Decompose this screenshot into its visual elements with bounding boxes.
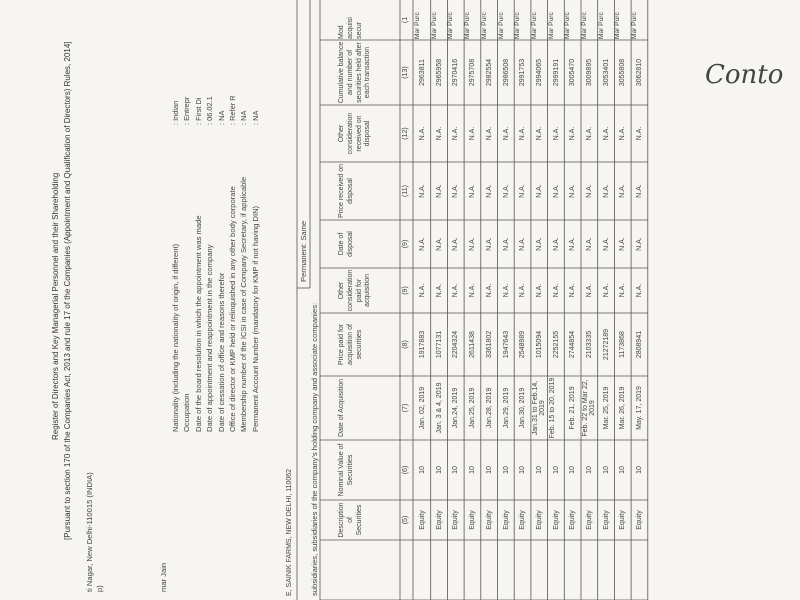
table-cell-other: N.A. xyxy=(469,283,477,298)
permanent-label: Permanent: Same xyxy=(299,220,308,282)
table-cell-price: 1077131 xyxy=(435,330,443,359)
table-cell-recv: N.A. xyxy=(435,184,443,198)
table-cell-price: 2103335 xyxy=(586,330,593,359)
table-cell-mode: Mar Purc xyxy=(514,12,522,39)
table-cell-disp: N.A. xyxy=(419,237,426,251)
table-cell-date: Mar. 26, 2019 xyxy=(619,386,627,430)
table-cell-mode: Mar Purc xyxy=(631,12,639,39)
table-cell-price: 21272189 xyxy=(602,328,610,361)
column-header: Nominal Value of Securities xyxy=(338,443,354,497)
table-cell-date: Jan.25, 2019 xyxy=(469,387,477,429)
paren-fragment: p) xyxy=(95,585,104,592)
table-cell-mode: Mar Purc xyxy=(614,12,622,39)
table-cell-date: Feb. 22 to Mar 22, 2019 xyxy=(582,379,597,437)
table-cell-date: Jan. 3 & 4, 2019 xyxy=(435,382,443,434)
table-cell-cum: 3055808 xyxy=(619,58,627,87)
detail-label: Permanent Account Number (mandatory for KMP if not having DIN) xyxy=(250,205,260,432)
detail-value: : NA xyxy=(216,110,226,125)
table-cell-price: 2611438 xyxy=(469,331,477,358)
column-number: (8) xyxy=(402,340,409,349)
table-cell-other: N.A. xyxy=(535,283,543,298)
table-cell-desc: Equity xyxy=(552,510,560,530)
table-cell-recv: N.A. xyxy=(519,184,527,198)
table-cell-price: 2252155 xyxy=(552,330,560,359)
table-cell-cum: 2999191 xyxy=(552,58,560,87)
table-cell-cum: 2991753 xyxy=(519,58,527,87)
column-number: (1 xyxy=(402,16,409,24)
table-cell-desc: Equity xyxy=(485,510,493,530)
detail-value: : Indian xyxy=(171,100,180,125)
table-cell-nominal: 10 xyxy=(552,466,560,474)
table-cell-date: Mar. 25, 2019 xyxy=(602,386,610,430)
column-number: (12) xyxy=(402,127,409,140)
table-cell-mode: Mar Purc xyxy=(547,12,555,39)
table-cell-date: Jan.31 to Feb.14, 2019 xyxy=(531,380,547,436)
detail-value: : NA xyxy=(250,110,260,125)
table-cell-nominal: 10 xyxy=(619,466,627,474)
detail-value: : 06.02.1 xyxy=(205,96,215,125)
column-number: (13) xyxy=(402,66,409,79)
table-cell-other: N.A. xyxy=(602,283,610,298)
column-number: (9) xyxy=(402,239,409,249)
table-cell-price: 1015094 xyxy=(535,330,543,359)
table-cell-disp: N.A. xyxy=(452,237,460,251)
table-cell-cum: 2963811 xyxy=(419,59,426,86)
table-cell-other2: N.A. xyxy=(535,126,543,141)
column-header: Price received on disposal xyxy=(338,163,354,219)
table-cell-other: N.A. xyxy=(519,283,527,298)
table-cell-date: Jan.30, 2019 xyxy=(519,387,527,429)
table-cell-disp: N.A. xyxy=(586,237,593,251)
detail-label: Office of director or KMP held or relinquished in any other body corporate xyxy=(228,186,237,432)
table-cell-date: Jan.28, 2019 xyxy=(485,387,493,429)
table-cell-cum: 2982554 xyxy=(485,58,493,87)
table-cell-other: N.A. xyxy=(552,283,560,298)
table-cell-price: 2204324 xyxy=(452,330,460,359)
table-cell-desc: Equity xyxy=(636,510,644,530)
table-cell-recv: N.A. xyxy=(619,184,627,198)
table-cell-price: 1173868 xyxy=(619,331,627,358)
table-cell-disp: N.A. xyxy=(535,237,543,251)
table-cell-other2: N.A. xyxy=(619,126,627,141)
table-cell-desc: Equity xyxy=(519,510,527,530)
table-cell-disp: N.A. xyxy=(552,237,560,251)
table-cell-other: N.A. xyxy=(485,283,493,298)
column-header: Other consideration paid for acquisition xyxy=(338,269,372,312)
table-cell-mode: Mar Purc xyxy=(581,12,588,39)
detail-value: : Entrepr xyxy=(182,96,192,125)
table-cell-nominal: 10 xyxy=(535,466,543,474)
table-cell-other: N.A. xyxy=(435,283,443,298)
register-title: Register of Directors and Key Managerial Personnel and their Shareholding xyxy=(51,172,60,440)
table-cell-nominal: 10 xyxy=(602,466,610,474)
table-cell-other2: N.A. xyxy=(452,126,460,141)
table-cell-disp: N.A. xyxy=(602,237,610,251)
column-header: Mod acquisi secur xyxy=(338,17,363,39)
column-number: (6) xyxy=(402,465,409,475)
table-cell-nominal: 10 xyxy=(452,466,460,474)
table-cell-mode: Mar Purc xyxy=(530,12,538,39)
column-header: Other consideration received on disposal xyxy=(338,112,372,155)
table-cell-disp: N.A. xyxy=(469,237,477,251)
table-cell-date: Jan. 02, 2019 xyxy=(419,386,426,430)
table-cell-other2: N.A. xyxy=(419,126,426,141)
table-cell-other2: N.A. xyxy=(485,126,493,141)
table-cell-other: N.A. xyxy=(419,283,426,298)
table-cell-other: N.A. xyxy=(586,283,593,298)
table-cell-cum: 2975708 xyxy=(469,58,477,87)
table-cell-disp: N.A. xyxy=(485,237,493,251)
table-cell-disp: N.A. xyxy=(435,237,443,251)
table-cell-other2: N.A. xyxy=(602,126,610,141)
table-cell-mode: Mar Purc xyxy=(414,12,421,39)
table-cell-date: May. 17, 2019 xyxy=(636,386,644,430)
table-cell-other2: N.A. xyxy=(519,126,527,141)
table-cell-date: Jan.29, 2019 xyxy=(502,387,510,429)
table-cell-other: N.A. xyxy=(452,283,460,298)
column-number: (7) xyxy=(402,403,409,413)
detail-label: Nationality (including the nationality of origin, if different) xyxy=(171,243,180,432)
table-cell-recv: N.A. xyxy=(586,184,593,198)
table-cell-cum: 2994065 xyxy=(535,58,543,87)
table-cell-cum: 3009895 xyxy=(586,58,593,87)
table-cell-other: N.A. xyxy=(569,283,577,298)
table-cell-mode: Mar Purc xyxy=(480,12,488,39)
section-address: E, SAINIK FARMS, NEW DELHI, 110062 xyxy=(286,468,293,596)
detail-value: : Refer R xyxy=(228,95,237,125)
column-header: Date of Acquisition xyxy=(338,379,345,437)
detail-label: Membership number of the ICSI in case of Company Secretary, if applicable xyxy=(239,176,249,432)
table-cell-price: 3361802 xyxy=(485,330,493,359)
detail-label: Date of the board resolution in which the appointment was made xyxy=(193,215,203,432)
table-cell-mode: Mar Purc xyxy=(564,12,572,39)
table-cell-recv: N.A. xyxy=(636,184,644,198)
signature-fragment: Conto xyxy=(705,60,784,90)
table-cell-cum: 3005470 xyxy=(569,58,577,87)
table-cell-price: 1917883 xyxy=(419,330,426,359)
table-cell-other2: N.A. xyxy=(636,126,644,141)
table-cell-recv: N.A. xyxy=(552,184,560,198)
table-cell-other: N.A. xyxy=(619,283,627,298)
table-cell-desc: Equity xyxy=(452,510,460,530)
table-cell-other2: N.A. xyxy=(586,126,593,141)
column-header: Cumulative balance and number of securities held after each transaction xyxy=(338,41,372,104)
detail-label: Date of cessation of office and reasons therefor xyxy=(216,272,226,432)
table-cell-cum: 2970416 xyxy=(452,58,460,87)
register-subtitle: [Pursuant to section 170 of the Companies Act, 2013 and rule 17 of the Companies (Appointment and Qualification of Directors) Rules, 2014] xyxy=(63,41,72,540)
column-number: (11) xyxy=(402,185,409,197)
table-cell-nominal: 10 xyxy=(636,466,644,474)
table-cell-other2: N.A. xyxy=(469,126,477,141)
detail-label: Date of appointment and reappointment in the company xyxy=(205,244,215,432)
table-cell-cum: 3053401 xyxy=(602,58,610,87)
table-cell-desc: Equity xyxy=(435,510,443,530)
table-cell-desc: Equity xyxy=(535,510,543,530)
name-fragment: mar Jain xyxy=(159,562,168,592)
table-cell-other: N.A. xyxy=(636,283,644,298)
table-cell-nominal: 10 xyxy=(502,466,510,474)
table-cell-nominal: 10 xyxy=(485,466,493,474)
table-cell-cum: 3062810 xyxy=(636,58,644,87)
table-cell-recv: N.A. xyxy=(419,184,426,198)
table-cell-other2: N.A. xyxy=(569,126,577,141)
detail-value: : First Di xyxy=(193,97,203,125)
table-cell-cum: 2986508 xyxy=(502,58,510,87)
table-cell-price: 2808941 xyxy=(636,330,644,359)
table-cell-recv: N.A. xyxy=(502,184,510,198)
table-cell-recv: N.A. xyxy=(569,184,577,198)
table-cell-cum: 2965958 xyxy=(435,58,443,87)
table-cell-desc: Equity xyxy=(619,510,627,530)
table-cell-other: N.A. xyxy=(502,283,510,298)
column-number: (5) xyxy=(402,515,409,525)
table-cell-recv: N.A. xyxy=(485,184,493,198)
table-cell-nominal: 10 xyxy=(569,466,577,474)
column-header: Date of disposal xyxy=(338,231,354,257)
table-cell-date: Jan.24, 2019 xyxy=(452,387,460,429)
table-cell-desc: Equity xyxy=(586,510,593,530)
table-cell-disp: N.A. xyxy=(502,237,510,251)
table-cell-nominal: 10 xyxy=(586,466,593,474)
table-cell-mode: Mar Purc xyxy=(430,12,438,39)
holding-company-line: subsidiaries, subsidiaries of the company's holding company and associate companies: xyxy=(310,302,319,596)
table-cell-disp: N.A. xyxy=(569,237,577,251)
table-cell-disp: N.A. xyxy=(519,237,527,251)
table-cell-price: 2744854 xyxy=(569,330,577,359)
table-cell-desc: Equity xyxy=(419,510,426,530)
table-cell-other2: N.A. xyxy=(552,126,560,141)
table-cell-mode: Mar Purc xyxy=(597,12,605,39)
table-cell-disp: N.A. xyxy=(636,237,644,251)
table-cell-disp: N.A. xyxy=(619,237,627,251)
table-cell-desc: Equity xyxy=(569,510,577,530)
table-cell-mode: Mar Purc xyxy=(497,12,505,39)
table-cell-date: Feb. 21, 2019 xyxy=(569,386,577,430)
table-cell-price: 1947643 xyxy=(502,330,510,359)
table-cell-other2: N.A. xyxy=(502,126,510,141)
table-cell-mode: Mar Purc xyxy=(447,12,455,39)
address-fragment: ti Nagar, New Delhi-110015 (INDIA) xyxy=(85,472,94,592)
table-cell-other2: N.A. xyxy=(435,126,443,141)
table-cell-price: 2548989 xyxy=(519,330,527,359)
column-header: Price paid for acquisition of securities xyxy=(338,323,363,366)
table-cell-recv: N.A. xyxy=(535,184,543,198)
column-number: (9) xyxy=(402,286,409,295)
table-cell-nominal: 10 xyxy=(435,466,443,474)
column-header: Description of Securities xyxy=(338,502,363,538)
detail-label: Occupation xyxy=(182,393,192,432)
table-cell-recv: N.A. xyxy=(469,184,477,198)
table-cell-recv: N.A. xyxy=(452,184,460,198)
table-cell-nominal: 10 xyxy=(519,466,527,474)
table-cell-recv: N.A. xyxy=(602,184,610,198)
table-cell-mode: Mar Purc xyxy=(464,12,472,39)
table-cell-desc: Equity xyxy=(602,510,610,530)
table-cell-nominal: 10 xyxy=(469,466,477,474)
table-cell-date: Feb. 15 to 20, 2019 xyxy=(548,377,556,439)
table-cell-desc: Equity xyxy=(469,510,477,530)
detail-value: : NA xyxy=(239,110,249,125)
table-cell-desc: Equity xyxy=(502,510,510,530)
table-cell-nominal: 10 xyxy=(419,466,426,474)
